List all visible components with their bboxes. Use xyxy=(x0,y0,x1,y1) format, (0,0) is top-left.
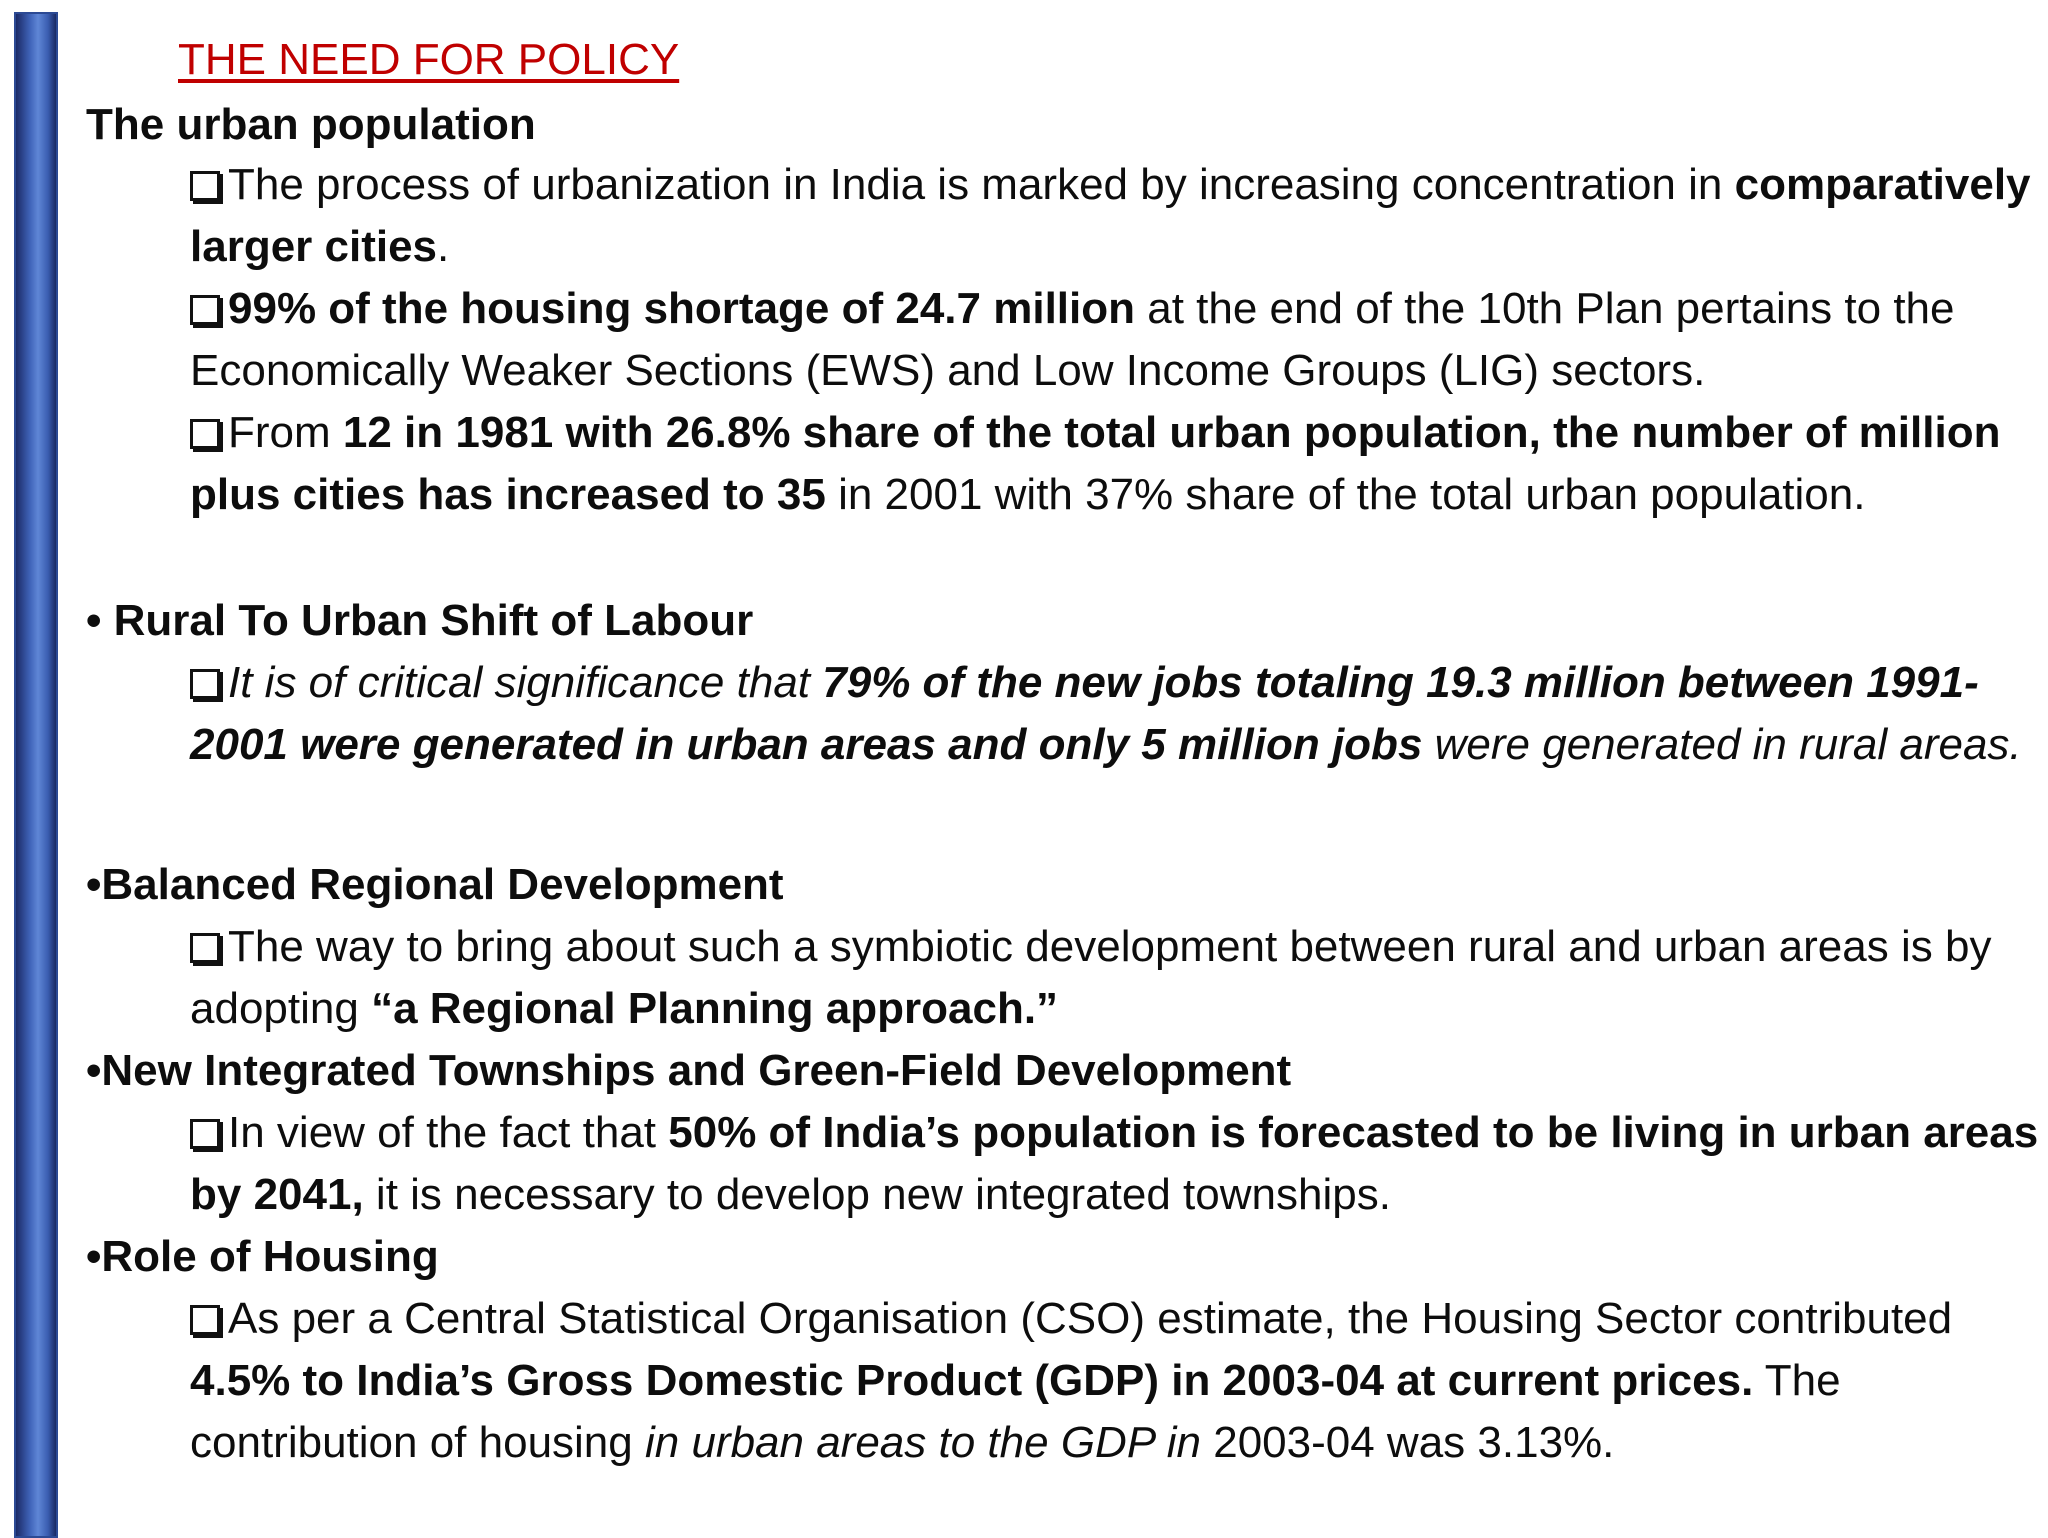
left-accent-bar xyxy=(14,12,58,1538)
list-item xyxy=(190,1288,2040,1474)
item-text-bold: comparatively larger cities xyxy=(190,160,2031,271)
item-text-italic: were generated in rural areas. xyxy=(1422,720,2022,769)
item-text: . xyxy=(437,222,450,271)
item-text: From xyxy=(228,408,343,457)
checkbox-bullet-icon xyxy=(190,295,220,325)
section-heading-text: Rural To Urban Shift of Labour xyxy=(113,596,754,645)
bullet-dot-icon: • xyxy=(86,860,102,909)
list-item xyxy=(190,402,2040,526)
section-heading-text: New Integrated Townships and Green-Field Development xyxy=(101,1046,1292,1095)
list-item xyxy=(190,1102,2040,1226)
item-text: it is necessary to develop new integrated townships. xyxy=(363,1170,1391,1219)
item-text: The process of urbanization in India is marked by increasing concentration in xyxy=(228,160,1735,209)
item-text: In view of the fact that xyxy=(228,1108,669,1157)
item-text-bold: “a Regional Planning approach.” xyxy=(371,984,1059,1033)
checkbox-bullet-icon xyxy=(190,669,220,699)
section-heading-text: Role of Housing xyxy=(101,1232,439,1281)
checkbox-bullet-icon xyxy=(190,419,220,449)
item-text-bold: 12 in 1981 with 26.8% share of the total urban population, the number of million plus cities has increased to 35 xyxy=(190,408,2001,519)
item-text: The way to bring about such a symbiotic development between rural and urban areas is by adopting xyxy=(190,922,1992,1033)
item-text: 2003-04 was 3.13%. xyxy=(1201,1418,1615,1467)
checkbox-bullet-icon xyxy=(190,933,220,963)
item-text: at the end of the 10th Plan pertains to the Economically Weaker Sections (EWS) and Low Income Groups (LIG) sectors. xyxy=(190,284,1955,395)
list-item xyxy=(190,154,2040,278)
bullet-dot-icon: • xyxy=(86,596,102,645)
bullet-dot-icon: • xyxy=(86,1046,102,1095)
section-heading-new-townships xyxy=(86,1040,1291,1102)
item-text: in 2001 with 37% share of the total urban population. xyxy=(825,470,1866,519)
item-text-bold: 4.5% to India’s Gross Domestic Product (GDP) in 2003-04 at current prices. xyxy=(190,1356,1754,1405)
item-text: The contribution of housing xyxy=(190,1356,1841,1467)
section-heading-rural-urban-shift xyxy=(86,590,753,652)
section-heading-text: Balanced Regional Development xyxy=(101,860,784,909)
section-heading-urban-population xyxy=(86,94,536,156)
item-text-bold: 50% of India’s population is forecasted to be living in urban areas by 2041, xyxy=(190,1108,2039,1219)
checkbox-bullet-icon xyxy=(190,1119,220,1149)
section-heading-role-of-housing xyxy=(86,1226,439,1288)
checkbox-bullet-icon xyxy=(190,1305,220,1335)
item-text-bold-italic: 79% of the new jobs totaling 19.3 million between 1991-2001 were generated in urban areas and only 5 million jobs xyxy=(190,658,1979,769)
section-heading-text: The urban population xyxy=(86,100,536,149)
item-text-italic: It is of critical significance that xyxy=(228,658,823,707)
list-item xyxy=(190,652,2040,776)
item-text-bold: 99% of the housing shortage of 24.7 million xyxy=(228,284,1136,333)
bullet-dot-icon: • xyxy=(86,1232,102,1281)
section-heading-balanced-regional xyxy=(86,854,784,916)
item-text-italic: in urban areas to the GDP in xyxy=(644,1418,1201,1467)
list-item xyxy=(190,916,2040,1040)
item-text: As per a Central Statistical Organisation (CSO) estimate, the Housing Sector contributed xyxy=(228,1294,1953,1343)
checkbox-bullet-icon xyxy=(190,171,220,201)
slide-title: THE NEED FOR POLICY xyxy=(178,35,680,84)
list-item xyxy=(190,278,2040,402)
